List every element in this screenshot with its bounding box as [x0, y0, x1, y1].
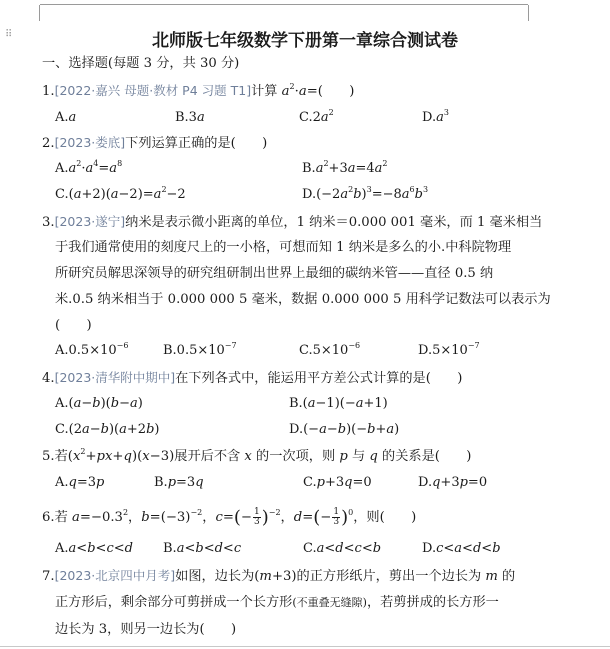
question-1-option-a[interactable]: A.a — [55, 110, 77, 125]
question-2: 2.[2023·娄底]下列运算正确的是( ) — [42, 135, 268, 151]
question-5-option-c[interactable]: C.p+3q=0 — [303, 475, 372, 490]
question-1: 1.[2022·嘉兴 母题·教材 P4 习题 T1]计算 $a^2\cdot a=$( ) — [42, 82, 355, 99]
question-3-option-c[interactable]: $C.5\times 10^{-6}$ — [299, 341, 361, 358]
question-3-option-d[interactable]: $D.5\times 10^{-7}$ — [418, 341, 480, 358]
question-3-line-2: 于我们通常使用的刻度尺上的一小格，可想而知 1 纳米是多么的小.中科院物理 — [55, 240, 512, 255]
question-3-option-b[interactable]: $B.0.5\times 10^{-7}$ — [163, 341, 237, 358]
question-5-option-a[interactable]: A.q=3p — [55, 475, 105, 490]
question-4-option-c[interactable]: C.(2a−b)(a+2b) — [55, 422, 160, 437]
question-4: 4.[2023·清华附中期中]在下列各式中，能运用平方差公式计算的是( ) — [42, 370, 463, 386]
fraction-d: $\frac{1}{3}$ — [333, 507, 340, 527]
question-2-option-b[interactable]: $B.a^2+3a=4a^2$ — [302, 159, 388, 176]
question-6-option-d[interactable]: D.c<a<d<b — [422, 541, 501, 556]
question-3: 3.[2023·遂宁]纳米是表示微小距离的单位，1 纳米＝0.000 001 毫米，而 1 毫米相当 — [42, 214, 543, 230]
question-2-option-a[interactable]: $A.a^2\cdot a^4=a^8$ — [55, 159, 123, 176]
question-1-source-tag: [2022·嘉兴 母题·教材 P4 习题 T1] — [54, 83, 252, 98]
question-4-option-d[interactable]: D.(−a−b)(−b+a) — [289, 422, 400, 437]
question-3-source-tag: [2023·遂宁] — [54, 214, 126, 229]
question-2-source-tag: [2023·娄底] — [54, 135, 126, 150]
question-6-option-a[interactable]: A.a<b<c<d — [55, 541, 133, 556]
question-5-option-d[interactable]: D.q+3p=0 — [418, 475, 488, 490]
question-1-option-d[interactable]: $D.a^3$ — [422, 108, 449, 125]
question-5: 5.若$(x^2+px+q)(x-3)$展开后不含 x 的一次项，则 p 与 q 的关系是( ) — [42, 447, 472, 464]
question-7-line-3: 边长为 3，则另一边长为( ) — [55, 622, 237, 637]
fraction-c: $\frac{1}{3}$ — [253, 507, 260, 527]
drag-handle-icon[interactable]: ⠿ — [5, 29, 14, 40]
question-4-option-b[interactable]: B.(a−1)(−a+1) — [289, 396, 388, 411]
question-1-option-b[interactable]: B.3a — [175, 110, 205, 125]
question-4-source-tag: [2023·清华附中期中] — [54, 370, 176, 385]
page-top-border — [40, 4, 528, 23]
question-5-option-b[interactable]: B.p=3q — [154, 475, 204, 490]
question-3-line-3: 所研究员解思深领导的研究组研制出世界上最细的碳纳米管——直径 0.5 纳 — [55, 266, 494, 281]
question-3-line-5: ( ) — [55, 318, 92, 333]
question-4-option-a[interactable]: A.(a−b)(b−a) — [55, 396, 143, 411]
question-7-source-tag: [2023·北京四中月考] — [54, 568, 176, 583]
question-3-option-a[interactable]: $A.0.5\times 10^{-6}$ — [55, 341, 129, 358]
question-7: 7.[2023·北京四中月考]如图，边长为(m+3)的正方形纸片，剪出一个边长为 m 的 — [42, 568, 516, 584]
question-2-option-c[interactable]: $C.(a+2)(a-2)=a^2-2$ — [55, 185, 186, 202]
question-2-option-d[interactable]: $D.(-2a^2b)^3=-8a^6b^3$ — [302, 185, 429, 202]
question-6: 6.若 $a=-0.3^2$，$b=(-3)^{-2}$，c=(− $\frac{1}{3}$ )$^{-2}$，d=(− $\frac{1}{3}$ )$^0$，则( ) — [42, 507, 417, 528]
question-6-option-c[interactable]: C.a<d<c<b — [303, 541, 382, 556]
page-title: 北师版七年级数学下册第一章综合测试卷 — [152, 31, 458, 51]
question-1-option-c[interactable]: $C.2a^2$ — [299, 108, 334, 125]
page-bottom-border — [0, 646, 610, 647]
section-heading: 一、选择题(每题 3 分，共 30 分) — [42, 56, 240, 71]
question-3-line-4: 米.0.5 纳米相当于 0.000 000 5 毫米，数据 0.000 000 5 用科学记数法可以表示为 — [55, 292, 551, 307]
question-7-line-2: 正方形后，剩余部分可剪拼成一个长方形(不重叠无缝隙)，若剪拼成的长方形一 — [55, 595, 499, 610]
question-6-option-b[interactable]: B.a<b<d<c — [163, 541, 242, 556]
